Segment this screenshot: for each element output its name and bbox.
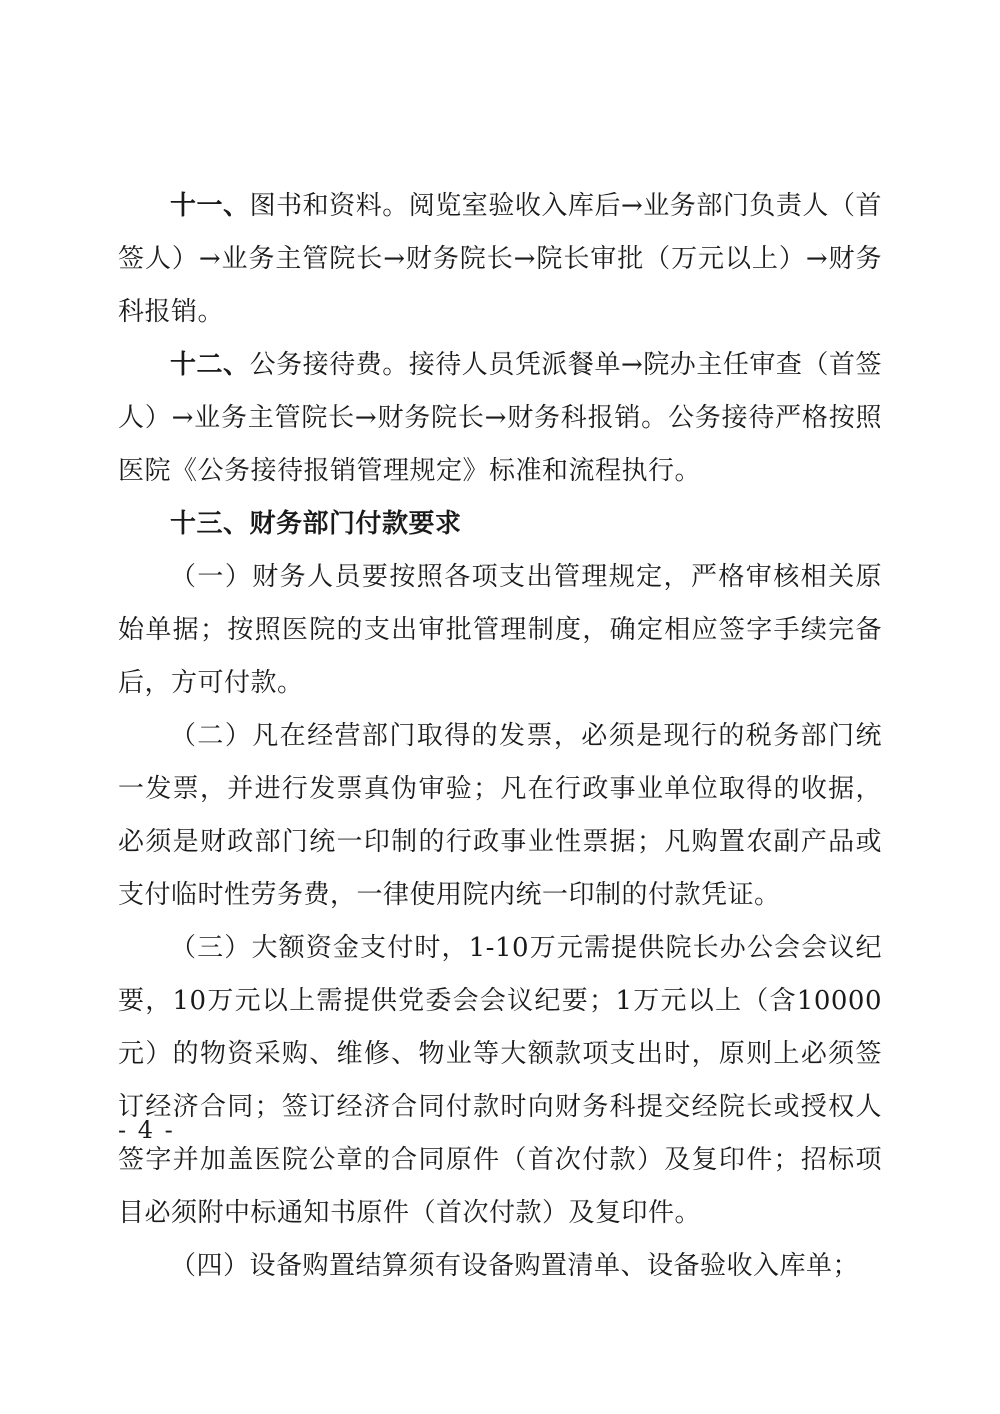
section-heading-payment-requirements: 十三、财务部门付款要求 <box>170 509 462 539</box>
paragraph-lead-number: 十二、 <box>170 350 250 380</box>
paragraph-books-materials <box>118 180 882 339</box>
paragraph-lead-number: 十一、 <box>170 191 250 221</box>
list-item-3: （三）大额资金支付时，1-10万元需提供院长办公会会议纪要，10万元以上需提供党委会会议纪要；1万元以上（含10000元）的物资采购、维修、物业等大额款项支出时，原则上必须签订经济合同；签订经济合同付款时向财务科提交经院长或授权人签字并加盖医院公章的合同原件（首次付款）及复印件；招标项目必须附中标通知书原件（首次付款）及复印件。 <box>118 933 882 1228</box>
paragraph-text: 公务接待费。接待人员凭派餐单→院办主任审查（首签人）→业务主管院长→财务院长→财务科报销。公务接待严格按照医院《公务接待报销管理规定》标准和流程执行。 <box>118 350 882 486</box>
list-item-4: （四）设备购置结算须有设备购置清单、设备验收入库单； <box>170 1251 860 1281</box>
page-number: - 4 - <box>118 1116 175 1144</box>
paragraph-text: 图书和资料。阅览室验收入库后→业务部门负责人（首签人）→业务主管院长→财务院长→院长审批（万元以上）→财务科报销。 <box>118 191 882 327</box>
paragraph-reception-expenses <box>118 339 882 498</box>
list-item-2: （二）凡在经营部门取得的发票，必须是现行的税务部门统一发票，并进行发票真伪审验；凡在行政事业单位取得的收据，必须是财政部门统一印制的行政事业性票据；凡购置农副产品或支付临时性劳务费，一律使用院内统一印制的付款凭证。 <box>118 721 882 910</box>
document-body <box>118 180 882 1293</box>
list-item-1: （一）财务人员要按照各项支出管理规定，严格审核相关原始单据；按照医院的支出审批管理制度，确定相应签字手续完备后，方可付款。 <box>118 562 882 698</box>
